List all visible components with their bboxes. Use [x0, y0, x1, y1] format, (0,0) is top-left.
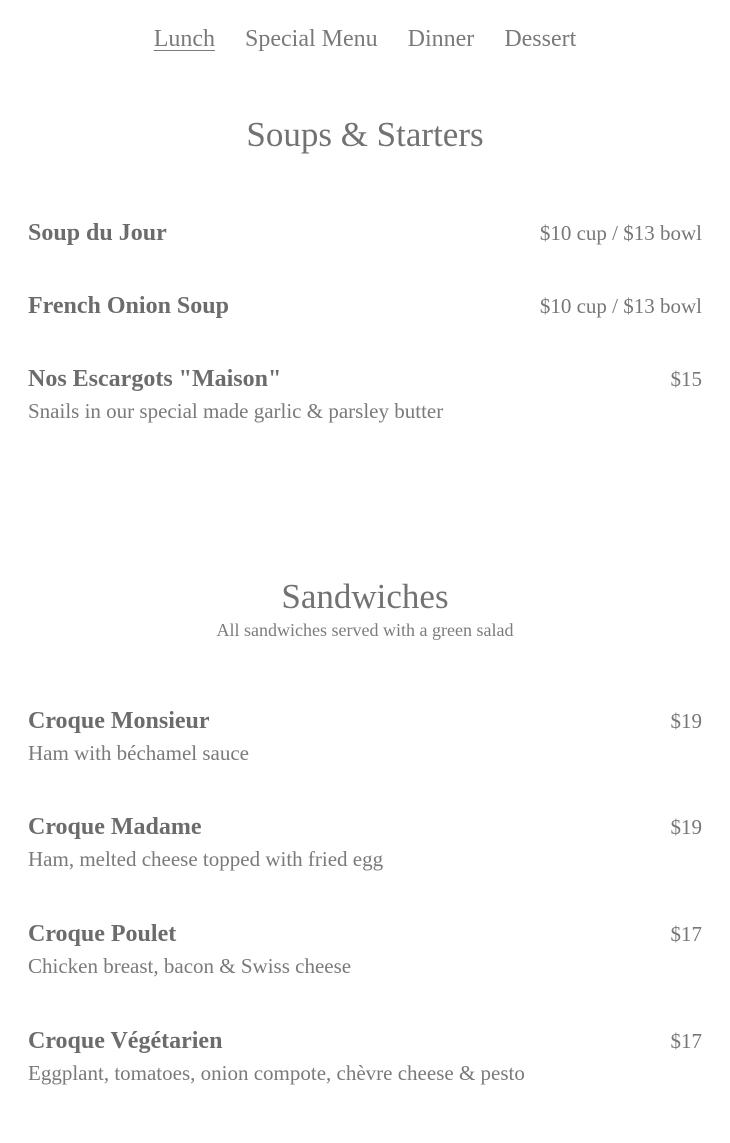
menu-item-row: [28, 293, 702, 320]
menu-item-name: Croque Poulet: [28, 921, 177, 947]
menu-item: [28, 366, 702, 424]
menu-item: [28, 708, 702, 766]
menu-item-name: French Onion Soup: [28, 293, 229, 319]
menu-item-row: [28, 366, 702, 393]
menu-item: [28, 814, 702, 872]
menu-item-description: Snails in our special made garlic & parsley butter: [28, 399, 444, 423]
menu-item-price: $17: [670, 1029, 702, 1053]
menu-nav: [0, 22, 730, 56]
menu-item-description: Ham with béchamel sauce: [28, 741, 249, 765]
menu-item: [28, 293, 702, 320]
menu-item-price: $17: [670, 922, 702, 946]
menu-item-name: Nos Escargots "Maison": [28, 366, 282, 392]
menu-item-price: $19: [670, 815, 702, 839]
menu-item-name: Croque Madame: [28, 814, 202, 840]
menu-item-description: Chicken breast, bacon & Swiss cheese: [28, 954, 352, 978]
menu-item-description: Eggplant, tomatoes, onion compote, chèvre cheese & pesto: [28, 1061, 525, 1085]
menu-item-name: Soup du Jour: [28, 220, 167, 246]
menu-item: [28, 921, 702, 979]
menu-item-row: [28, 220, 702, 247]
menu-item-price: $19: [670, 709, 702, 733]
menu-item-row: [28, 1028, 702, 1055]
menu-item: [28, 1028, 702, 1086]
menu-item-name: Croque Végétarien: [28, 1028, 223, 1054]
section-title-sandwiches: Sandwiches: [281, 577, 449, 616]
menu-item-row: [28, 921, 702, 948]
nav-tab-dessert[interactable]: Dessert: [504, 26, 577, 52]
menu-item: [28, 220, 702, 247]
menu-item-price: $10 cup / $13 bowl: [539, 221, 702, 245]
menu-item-name: Croque Monsieur: [28, 708, 210, 734]
menu-item-price: $15: [670, 367, 702, 391]
menu-item-price: $10 cup / $13 bowl: [539, 294, 702, 318]
menu-item-row: [28, 814, 702, 841]
menu-item-description: Ham, melted cheese topped with fried egg: [28, 847, 384, 871]
menu-item-row: [28, 708, 702, 735]
section-subtitle-sandwiches: All sandwiches served with a green salad: [216, 620, 514, 640]
nav-tab-dinner[interactable]: Dinner: [407, 26, 475, 52]
nav-tab-lunch[interactable]: Lunch: [153, 26, 216, 52]
nav-tab-special-menu[interactable]: Special Menu: [245, 26, 378, 52]
section-title-soups: Soups & Starters: [246, 115, 484, 154]
